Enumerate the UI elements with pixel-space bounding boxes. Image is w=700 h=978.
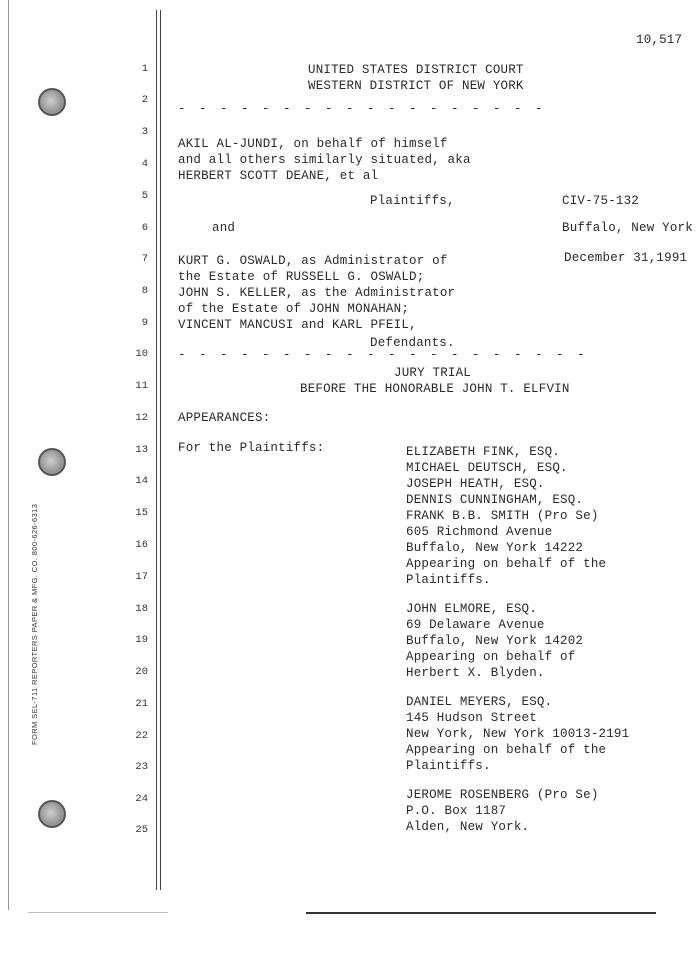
line-number: 14 bbox=[135, 475, 148, 487]
counsel-line: DENNIS CUNNINGHAM, ESQ. bbox=[406, 493, 584, 507]
counsel-line: 605 Richmond Avenue bbox=[406, 525, 553, 539]
defendant-line: JOHN S. KELLER, as the Administrator bbox=[178, 286, 456, 300]
line-number: 1 bbox=[141, 63, 148, 75]
line-number: 15 bbox=[135, 507, 148, 519]
for-plaintiffs-label: For the Plaintiffs: bbox=[178, 441, 325, 455]
line-number: 2 bbox=[141, 94, 148, 106]
proceeding-title: JURY TRIAL bbox=[394, 366, 472, 380]
line-number: 16 bbox=[135, 539, 148, 551]
case-date: December 31,1991 bbox=[564, 251, 688, 265]
line-number: 5 bbox=[141, 190, 148, 202]
punch-hole-icon bbox=[38, 448, 66, 476]
counsel-line: Appearing on behalf of bbox=[406, 650, 576, 664]
counsel-line: DANIEL MEYERS, ESQ. bbox=[406, 695, 553, 709]
punch-hole-icon bbox=[38, 88, 66, 116]
caption-divider: - - - - - - - - - - - - - - - - - - - - bbox=[178, 348, 588, 362]
counsel-line: JEROME ROSENBERG (Pro Se) bbox=[406, 788, 599, 802]
counsel-line: P.O. Box 1187 bbox=[406, 804, 507, 818]
counsel-line: Appearing on behalf of the bbox=[406, 557, 607, 571]
counsel-line: Alden, New York. bbox=[406, 820, 530, 834]
plaintiffs-label: Plaintiffs, bbox=[370, 194, 455, 208]
line-number: 11 bbox=[135, 380, 148, 392]
line-number: 8 bbox=[141, 285, 148, 297]
counsel-line: ELIZABETH FINK, ESQ. bbox=[406, 445, 561, 459]
counsel-line: Herbert X. Blyden. bbox=[406, 666, 545, 680]
form-footer: FORM SEL-711 REPORTERS PAPER & MFG. CO. 800-626-6313 bbox=[30, 503, 39, 745]
line-number: 7 bbox=[141, 253, 148, 265]
counsel-line: 145 Hudson Street bbox=[406, 711, 537, 725]
defendant-line: KURT G. OSWALD, as Administrator of bbox=[178, 254, 448, 268]
counsel-line: Buffalo, New York 14202 bbox=[406, 634, 584, 648]
line-number: 9 bbox=[141, 317, 148, 329]
line-number: 22 bbox=[135, 730, 148, 742]
counsel-line: Buffalo, New York 14222 bbox=[406, 541, 584, 555]
defendant-line: the Estate of RUSSELL G. OSWALD; bbox=[178, 270, 425, 284]
counsel-line: FRANK B.B. SMITH (Pro Se) bbox=[406, 509, 599, 523]
bottom-rule bbox=[306, 912, 656, 914]
case-number: CIV-75-132 bbox=[562, 194, 640, 208]
page-number: 10,517 bbox=[636, 33, 683, 47]
counsel-line: Appearing on behalf of the bbox=[406, 743, 607, 757]
counsel-line: New York, New York 10013-2191 bbox=[406, 727, 630, 741]
line-number: 10 bbox=[135, 348, 148, 360]
counsel-line: JOHN ELMORE, ESQ. bbox=[406, 602, 537, 616]
counsel-line: MICHAEL DEUTSCH, ESQ. bbox=[406, 461, 568, 475]
defendants-label: Defendants. bbox=[370, 336, 455, 350]
defendant-line: of the Estate of JOHN MONAHAN; bbox=[178, 302, 410, 316]
court-district: WESTERN DISTRICT OF NEW YORK bbox=[308, 79, 524, 93]
punch-hole-icon bbox=[38, 800, 66, 828]
margin-rule bbox=[156, 10, 157, 890]
line-number: 12 bbox=[135, 412, 148, 424]
line-number: 24 bbox=[135, 793, 148, 805]
left-edge-rule bbox=[8, 0, 9, 910]
line-number: 21 bbox=[135, 698, 148, 710]
plaintiff-line: and all others similarly situated, aka bbox=[178, 153, 471, 167]
line-number: 25 bbox=[135, 824, 148, 836]
margin-rule bbox=[160, 10, 161, 890]
line-number: 17 bbox=[135, 571, 148, 583]
line-number: 6 bbox=[141, 222, 148, 234]
case-and: and bbox=[212, 221, 236, 235]
appearances-heading: APPEARANCES: bbox=[178, 411, 271, 425]
counsel-line: Plaintiffs. bbox=[406, 759, 491, 773]
line-number: 23 bbox=[135, 761, 148, 773]
judge-line: BEFORE THE HONORABLE JOHN T. ELFVIN bbox=[300, 382, 570, 396]
counsel-line: 69 Delaware Avenue bbox=[406, 618, 545, 632]
line-number: 4 bbox=[141, 158, 148, 170]
case-place: Buffalo, New York bbox=[562, 221, 693, 235]
defendant-line: VINCENT MANCUSI and KARL PFEIL, bbox=[178, 318, 417, 332]
caption-divider: - - - - - - - - - - - - - - - - - - bbox=[178, 102, 546, 116]
line-number: 13 bbox=[135, 444, 148, 456]
line-number: 20 bbox=[135, 666, 148, 678]
plaintiff-line: HERBERT SCOTT DEANE, et al bbox=[178, 169, 379, 183]
line-number: 18 bbox=[135, 603, 148, 615]
line-number: 19 bbox=[135, 634, 148, 646]
line-number: 3 bbox=[141, 126, 148, 138]
court-name: UNITED STATES DISTRICT COURT bbox=[308, 63, 524, 77]
counsel-line: Plaintiffs. bbox=[406, 573, 491, 587]
plaintiff-line: AKIL AL-JUNDI, on behalf of himself bbox=[178, 137, 448, 151]
counsel-line: JOSEPH HEATH, ESQ. bbox=[406, 477, 545, 491]
bottom-rule bbox=[28, 912, 168, 913]
